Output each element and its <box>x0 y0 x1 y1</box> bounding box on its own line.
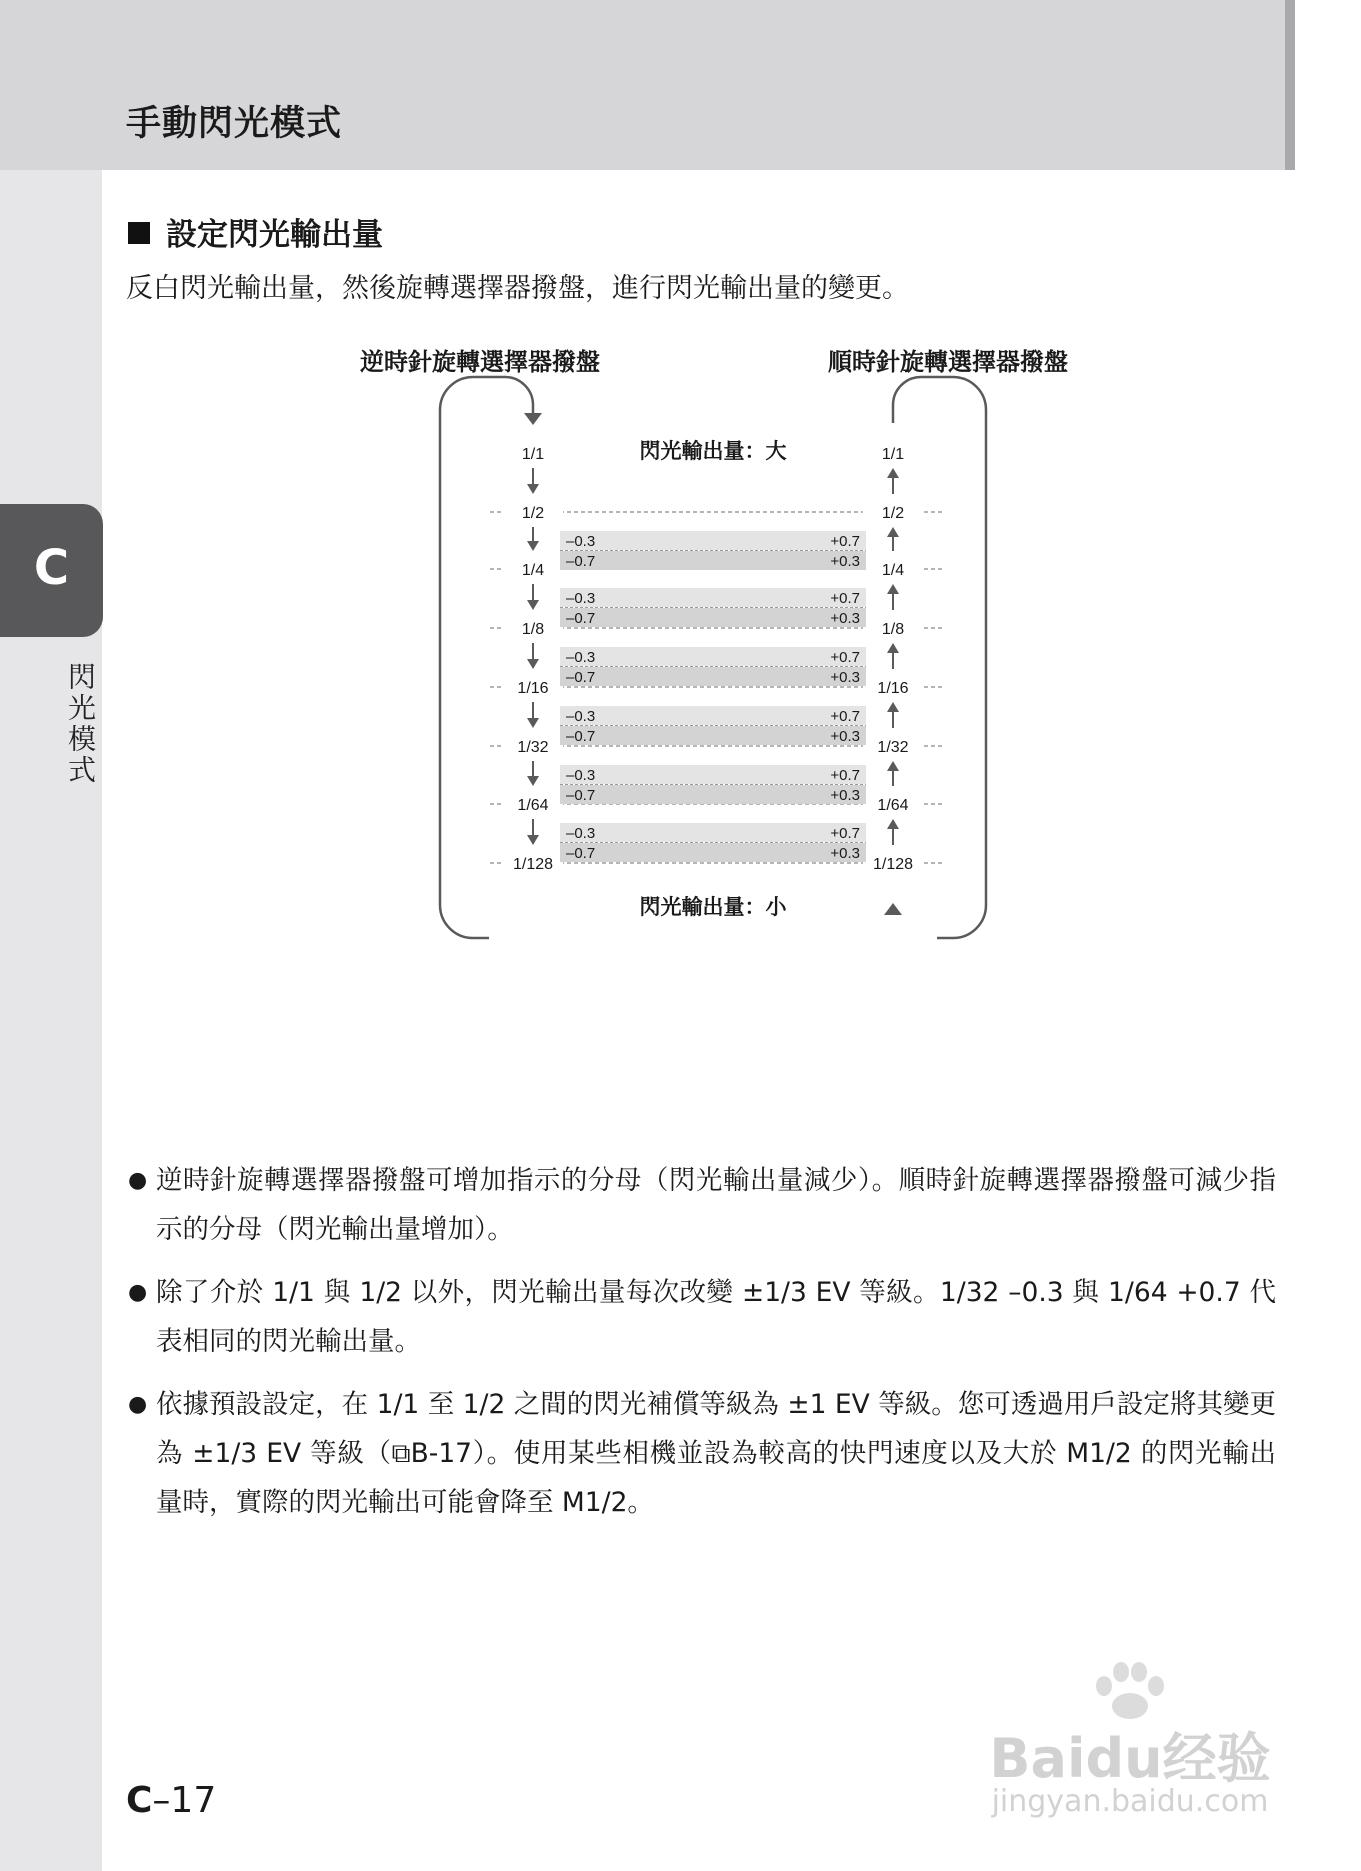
step-right-lower-value: +0.3 <box>830 728 860 745</box>
level-label-right: 1/128 <box>872 856 914 873</box>
note-text: 依據預設設定，在 1/1 至 1/2 之間的閃光補償等級為 ±1 EV 等級。您可透過用戶設定將其變更為 ±1/3 EV 等級（⧉B-17）。使用某些相機並設為較高的快門速度以及大於 M1/2 的閃光輸出量時，實際的閃光輸出可能會降至 M1/2。 <box>156 1389 1276 1518</box>
arrow-down-icon <box>527 835 539 845</box>
page-number <box>126 1780 216 1821</box>
watermark <box>970 1660 1290 1820</box>
intro-text: 反白閃光輸出量，然後旋轉選擇器撥盤，進行閃光輸出量的變更。 <box>126 273 909 304</box>
step-right-lower-value: +0.3 <box>830 845 860 862</box>
section-heading <box>128 209 383 254</box>
section-side-label: 閃光模式 <box>64 662 97 786</box>
step-band-upper <box>560 588 866 607</box>
arrow-up-icon <box>887 819 899 829</box>
bullet-dot-icon: ● <box>128 1280 148 1305</box>
level-label-right: 1/32 <box>877 739 909 756</box>
step-band-lower <box>560 551 866 570</box>
arrow-up-icon <box>887 468 899 478</box>
arrow-up-icon <box>887 702 899 712</box>
level-label-left: 1/8 <box>521 621 545 638</box>
page-title: 手動閃光模式 <box>126 104 343 144</box>
diagram-left-label: 逆時針旋轉選擇器撥盤 <box>360 349 600 376</box>
arrow-down-icon <box>527 600 539 610</box>
arrow-up-icon <box>887 643 899 653</box>
output-high-label: 閃光輸出量：大 <box>639 440 787 463</box>
flash-output-diagram-svg <box>340 349 1110 1129</box>
heading-square-icon <box>128 222 150 244</box>
level-label-right: 1/4 <box>881 562 905 579</box>
output-low-label: 閃光輸出量：小 <box>639 896 787 919</box>
step-band-upper <box>560 765 866 784</box>
arrow-down-icon <box>527 776 539 786</box>
bullet-dot-icon: ● <box>128 1392 148 1417</box>
note-item <box>126 1156 1276 1254</box>
flash-output-diagram <box>340 349 1110 1129</box>
level-label-left: 1/16 <box>517 680 549 697</box>
level-label-left: 1/32 <box>517 739 549 756</box>
paw-icon <box>1088 1660 1172 1720</box>
arrow-up-icon <box>887 761 899 771</box>
right-loop-arrowhead-icon <box>884 903 902 915</box>
step-band-upper <box>560 823 866 842</box>
step-left-lower-value: –0.7 <box>566 669 596 686</box>
step-left-lower-value: –0.7 <box>566 845 596 862</box>
step-left-lower-value: –0.7 <box>566 728 596 745</box>
step-right-upper-value: +0.7 <box>830 533 860 550</box>
step-band-lower <box>560 785 866 804</box>
left-margin-strip <box>0 0 102 1871</box>
level-label-right: 1/8 <box>881 621 905 638</box>
step-band-upper <box>560 531 866 550</box>
step-right-upper-value: +0.7 <box>830 825 860 842</box>
step-left-lower-value: –0.7 <box>566 553 596 570</box>
step-right-lower-value: +0.3 <box>830 787 860 804</box>
watermark-logo: Baidu经验 <box>989 1727 1271 1790</box>
note-text: 除了介於 1/1 與 1/2 以外，閃光輸出量每次改變 ±1/3 EV 等級。1/32 –0.3 與 1/64 +0.7 代表相同的閃光輸出量。 <box>156 1277 1276 1357</box>
left-loop-arrowhead-icon <box>524 413 542 425</box>
step-left-upper-value: –0.3 <box>566 767 596 784</box>
level-label-left: 1/64 <box>517 797 549 814</box>
arrow-up-icon <box>887 527 899 537</box>
level-label-right: 1/16 <box>877 680 909 697</box>
step-right-upper-value: +0.7 <box>830 767 860 784</box>
arrow-down-icon <box>527 718 539 728</box>
step-right-lower-value: +0.3 <box>830 553 860 570</box>
step-right-upper-value: +0.7 <box>830 649 860 666</box>
step-left-upper-value: –0.3 <box>566 649 596 666</box>
level-label-left: 1/128 <box>512 856 554 873</box>
note-item <box>126 1268 1276 1366</box>
step-left-lower-value: –0.7 <box>566 610 596 627</box>
level-label-left: 1/4 <box>521 562 545 579</box>
diagram-right-label: 順時針旋轉選擇器撥盤 <box>828 349 1068 376</box>
bullet-dot-icon: ● <box>128 1168 148 1193</box>
arrow-up-icon <box>887 584 899 594</box>
step-right-lower-value: +0.3 <box>830 669 860 686</box>
step-left-lower-value: –0.7 <box>566 787 596 804</box>
level-label-left: 1/2 <box>521 505 545 522</box>
note-text: 逆時針旋轉選擇器撥盤可增加指示的分母（閃光輸出量減少）。順時針旋轉選擇器撥盤可減少指示的分母（閃光輸出量增加）。 <box>156 1165 1276 1245</box>
step-band-lower <box>560 726 866 745</box>
level-label-right: 1/64 <box>877 797 909 814</box>
arrow-down-icon <box>527 484 539 494</box>
step-right-lower-value: +0.3 <box>830 610 860 627</box>
level-label-left: 1/1 <box>521 446 545 463</box>
step-left-upper-value: –0.3 <box>566 590 596 607</box>
step-left-upper-value: –0.3 <box>566 708 596 725</box>
step-band-upper <box>560 647 866 666</box>
step-right-upper-value: +0.7 <box>830 708 860 725</box>
chapter-letter: C <box>33 540 70 596</box>
arrow-down-icon <box>527 659 539 669</box>
step-left-upper-value: –0.3 <box>566 825 596 842</box>
arrow-down-icon <box>527 541 539 551</box>
header-edge <box>1285 0 1295 170</box>
step-band-upper <box>560 706 866 725</box>
note-item <box>126 1380 1276 1527</box>
section-heading-text: 設定閃光輸出量 <box>166 217 383 253</box>
step-band-lower <box>560 843 866 862</box>
step-right-upper-value: +0.7 <box>830 590 860 607</box>
notes-list <box>126 1156 1276 1541</box>
step-band-lower <box>560 608 866 627</box>
step-left-upper-value: –0.3 <box>566 533 596 550</box>
level-label-right: 1/2 <box>881 505 905 522</box>
step-band-lower <box>560 667 866 686</box>
page-number-letter: C <box>126 1780 153 1821</box>
page-number-value: –17 <box>152 1780 217 1821</box>
watermark-url: jingyan.baidu.com <box>991 1784 1269 1819</box>
level-label-right: 1/1 <box>881 446 905 463</box>
